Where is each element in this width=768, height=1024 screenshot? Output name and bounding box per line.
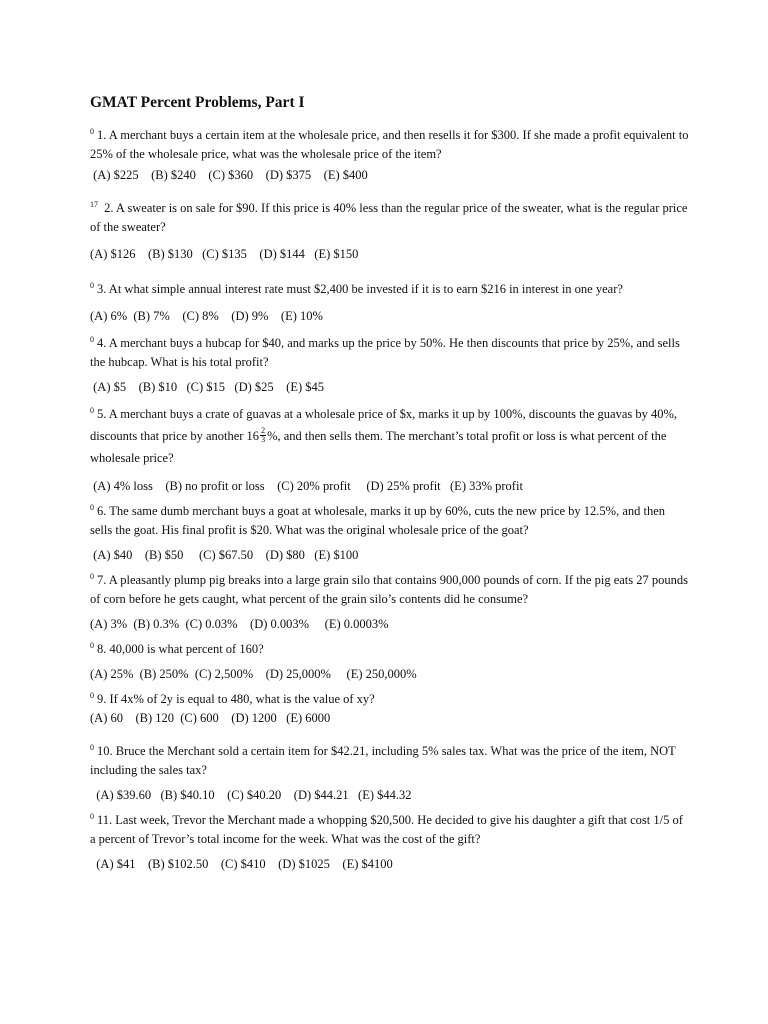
problem-7-text: 7. A pleasantly plump pig breaks into a large grain silo that contains 900,000 pounds of corn. If the pig eats 27 pounds of corn before he gets caught, what percent of the grain silo’s contents did he consume? bbox=[90, 573, 688, 606]
problem-3 bbox=[90, 280, 690, 326]
fraction-numerator: 2 bbox=[261, 425, 266, 435]
problem-10-text: 10. Bruce the Merchant sold a certain item for $42.21, including 5% sales tax. What was the price of the item, NOT including the sales tax? bbox=[90, 744, 676, 777]
problem-2-tag: 17 bbox=[90, 200, 98, 209]
problem-1-choices: (A) $225 (B) $240 (C) $360 (D) $375 (E) $400 bbox=[90, 168, 368, 182]
problem-2 bbox=[90, 199, 690, 264]
problem-8-question bbox=[90, 640, 690, 659]
problem-4 bbox=[90, 334, 690, 397]
problem-7-question bbox=[90, 571, 690, 609]
problem-11-question bbox=[90, 811, 690, 849]
problem-9-tag: 0 bbox=[90, 691, 94, 700]
problem-7 bbox=[90, 571, 690, 634]
problem-8 bbox=[90, 640, 690, 684]
problem-4-tag: 0 bbox=[90, 335, 94, 344]
problem-9-text: 9. If 4x% of 2y is equal to 480, what is the value of xy? bbox=[97, 692, 375, 706]
problem-4-text: 4. A merchant buys a hubcap for $40, and marks up the price by 50%. He then discounts that price by 25%, and sells the hubcap. What is his total profit? bbox=[90, 336, 680, 369]
problem-11-tag: 0 bbox=[90, 812, 94, 821]
problem-6-tag: 0 bbox=[90, 503, 94, 512]
problem-5-question bbox=[90, 403, 690, 469]
problem-1-question bbox=[90, 126, 690, 164]
problem-2-text: 2. A sweater is on sale for $90. If this price is 40% less than the regular price of the sweater, what is the regular price of the sweater? bbox=[90, 201, 688, 234]
problem-4-question bbox=[90, 334, 690, 372]
problem-8-tag: 0 bbox=[90, 641, 94, 650]
problem-5-tag: 0 bbox=[90, 406, 94, 415]
problem-3-choices: (A) 6% (B) 7% (C) 8% (D) 9% (E) 10% bbox=[90, 309, 323, 323]
problem-8-choices: (A) 25% (B) 250% (C) 2,500% (D) 25,000% (E) 250,000% bbox=[90, 667, 417, 681]
problem-4-choices: (A) $5 (B) $10 (C) $15 (D) $25 (E) $45 bbox=[90, 380, 324, 394]
problem-9 bbox=[90, 690, 690, 728]
problem-6-choices: (A) $40 (B) $50 (C) $67.50 (D) $80 (E) $100 bbox=[90, 548, 359, 562]
problem-9-choices: (A) 60 (B) 120 (C) 600 (D) 1200 (E) 6000 bbox=[90, 711, 331, 725]
problem-3-tag: 0 bbox=[90, 281, 94, 290]
fraction-denominator: 3 bbox=[261, 434, 266, 444]
problem-5-text-before: 5. A merchant buys a crate of guavas at a wholesale price of $x, marks it up by 100%, discounts the guavas by 40%, discounts that price by another 16 bbox=[90, 407, 678, 443]
problem-8-text: 8. 40,000 is what percent of 160? bbox=[97, 642, 264, 656]
problem-6 bbox=[90, 502, 690, 565]
problem-11-choices: (A) $41 (B) $102.50 (C) $410 (D) $1025 (E) $4100 bbox=[90, 857, 393, 871]
fraction-two-thirds bbox=[260, 427, 266, 444]
problem-9-question bbox=[90, 690, 690, 709]
problem-2-choices: (A) $126 (B) $130 (C) $135 (D) $144 (E) $150 bbox=[90, 247, 359, 261]
problem-1-text: 1. A merchant buys a certain item at the wholesale price, and then resells it for $300. If she made a profit equivalent to 25% of the wholesale price, what was the wholesale price of the item? bbox=[90, 128, 689, 161]
problem-10-tag: 0 bbox=[90, 743, 94, 752]
problem-5-choices: (A) 4% loss (B) no profit or loss (C) 20% profit (D) 25% profit (E) 33% profit bbox=[90, 479, 523, 493]
problem-5-text-after: %, and then sells them. The merchant’s total profit or loss is what percent of the wholesale price? bbox=[90, 429, 667, 465]
document-page bbox=[90, 94, 690, 874]
problem-1-tag: 0 bbox=[90, 127, 94, 136]
problem-11 bbox=[90, 811, 690, 874]
problem-3-question bbox=[90, 280, 690, 299]
problem-3-text: 3. At what simple annual interest rate must $2,400 be invested if it is to earn $216 in interest in one year? bbox=[97, 282, 623, 296]
problem-6-question bbox=[90, 502, 690, 540]
problem-11-text: 11. Last week, Trevor the Merchant made a whopping $20,500. He decided to give his daughter a gift that cost 1/5 of a percent of Trevor’s total income for the week. What was the cost of the gift? bbox=[90, 813, 683, 846]
problem-7-choices: (A) 3% (B) 0.3% (C) 0.03% (D) 0.003% (E) 0.0003% bbox=[90, 617, 389, 631]
problem-1 bbox=[90, 126, 690, 185]
document-title: GMAT Percent Problems, Part I bbox=[90, 94, 305, 111]
problem-10 bbox=[90, 742, 690, 805]
problem-2-question bbox=[90, 199, 690, 237]
problem-7-tag: 0 bbox=[90, 572, 94, 581]
problem-6-text: 6. The same dumb merchant buys a goat at wholesale, marks it up by 60%, cuts the new price by 12.5%, and then sells the goat. His final profit is $20. What was the original wholesale price of the goat? bbox=[90, 504, 666, 537]
problem-10-choices: (A) $39.60 (B) $40.10 (C) $40.20 (D) $44.21 (E) $44.32 bbox=[90, 788, 412, 802]
problem-5 bbox=[90, 403, 690, 496]
problem-10-question bbox=[90, 742, 690, 780]
